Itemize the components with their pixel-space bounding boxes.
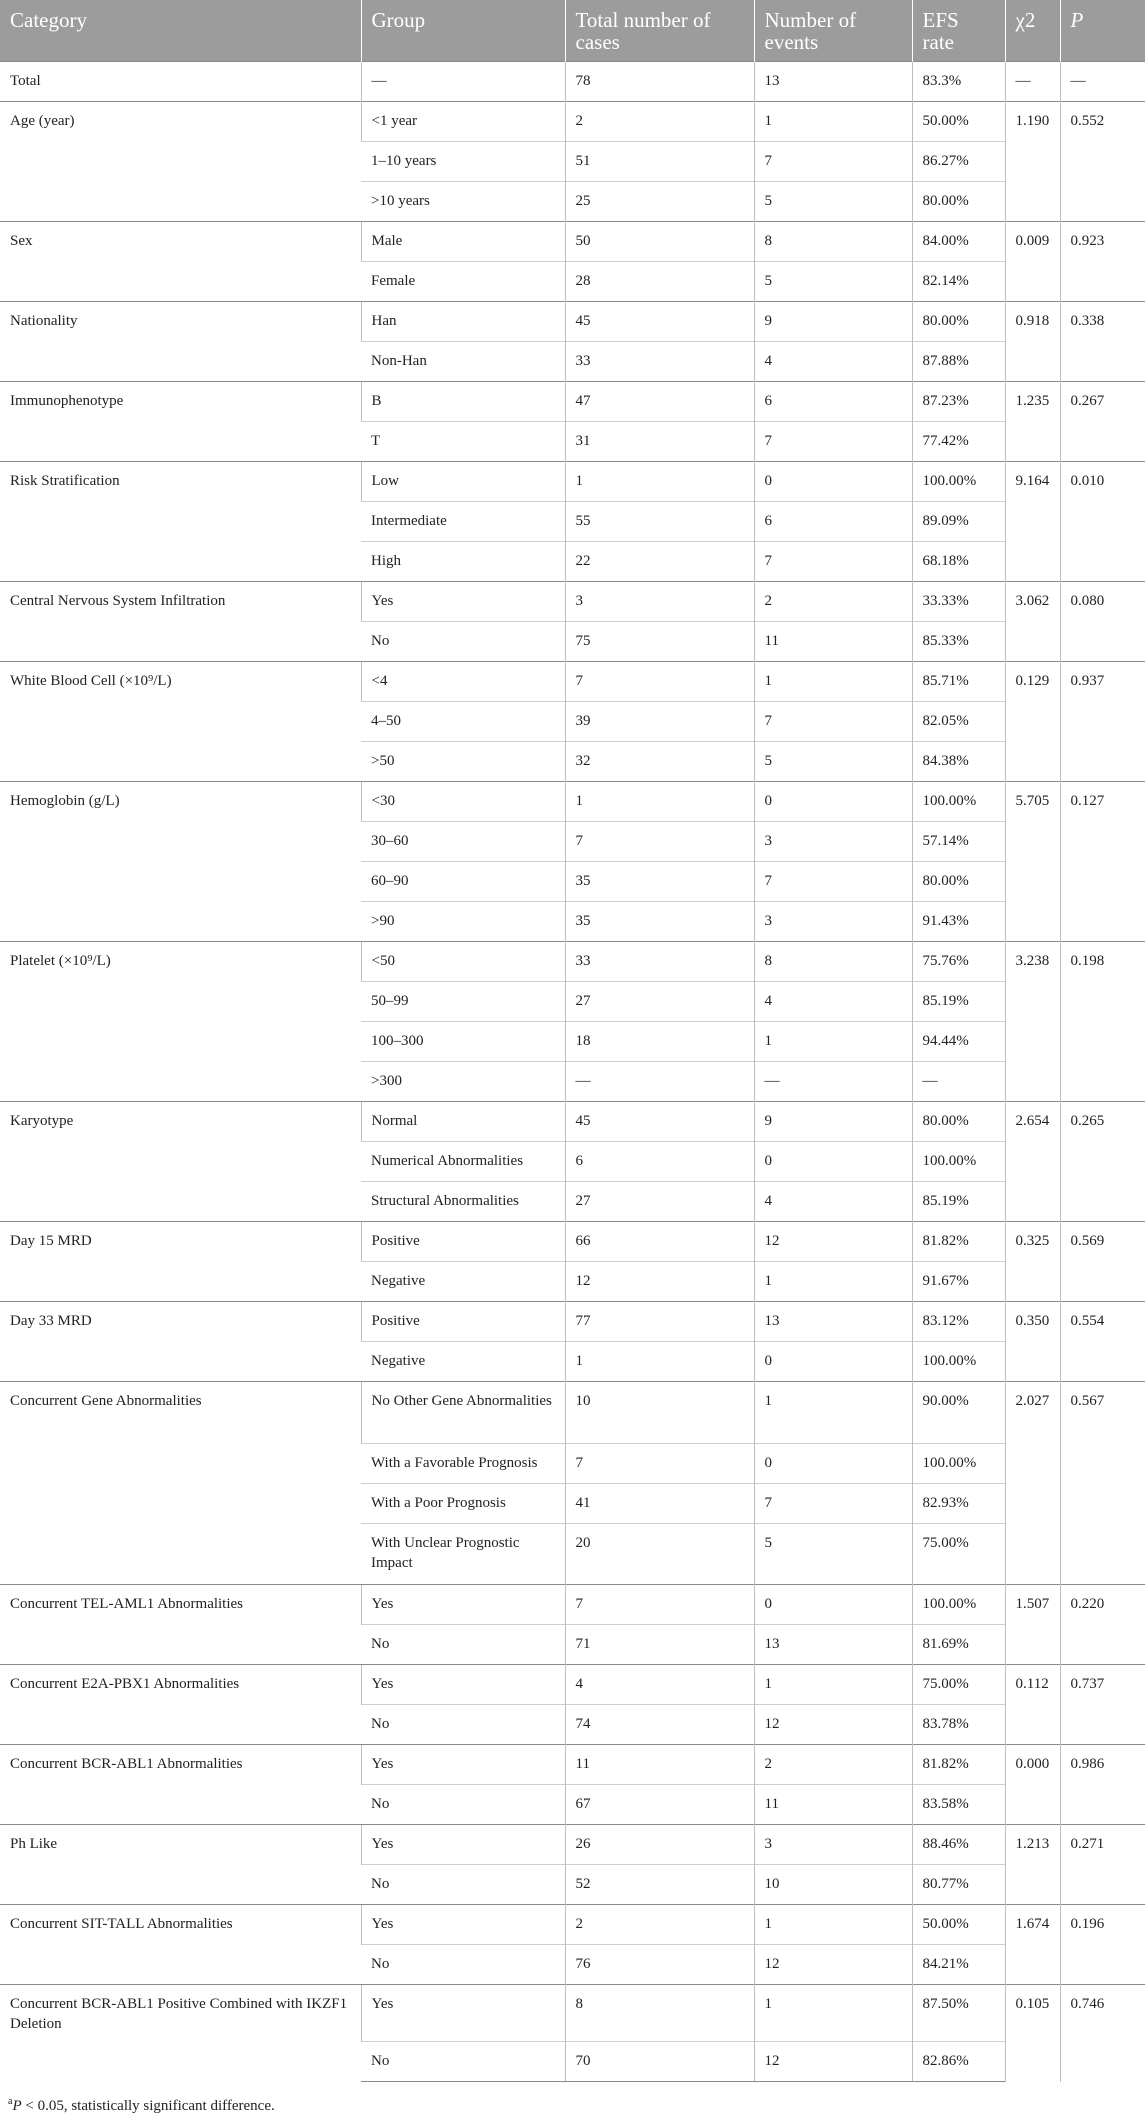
category-cell: Concurrent BCR-ABL1 Abnormalities [0,1745,361,1825]
p-value-cell: 0.737 [1060,1665,1145,1745]
category-cell: Ph Like [0,1825,361,1905]
group-cell: With Unclear Prognostic Impact [361,1524,565,1585]
efs-rate-cell: 77.42% [912,422,1005,462]
category-cell: Karyotype [0,1102,361,1222]
chi2-cell: 3.062 [1005,582,1060,662]
efs-rate-cell: 81.82% [912,1745,1005,1785]
table-row [0,1825,1145,1865]
p-value-cell: 0.127 [1060,782,1145,942]
total-cases-cell: 3 [565,582,754,622]
total-cases-cell: 77 [565,1302,754,1342]
p-value-cell: 0.746 [1060,1985,1145,2082]
chi2-cell: 3.238 [1005,942,1060,1102]
chi2-cell: 0.112 [1005,1665,1060,1745]
efs-rate-cell: 80.00% [912,1102,1005,1142]
efs-rate-cell: 33.33% [912,582,1005,622]
category-cell: Age (year) [0,102,361,222]
column-header: Number of events [754,0,912,62]
category-cell: Nationality [0,302,361,382]
column-header: Category [0,0,361,62]
category-cell: Total [0,62,361,102]
footnote [0,2082,1145,2115]
efs-rate-cell: 80.00% [912,182,1005,222]
footnote-text: < 0.05, statistically significant difference. [21,2098,275,2114]
total-cases-cell: 55 [565,502,754,542]
group-cell: <1 year [361,102,565,142]
events-cell: 11 [754,622,912,662]
table-row [0,382,1145,422]
total-cases-cell: 74 [565,1705,754,1745]
events-cell: 1 [754,1022,912,1062]
p-value-cell: 0.567 [1060,1382,1145,1585]
events-cell: 12 [754,1222,912,1262]
efs-rate-cell: 88.46% [912,1825,1005,1865]
efs-rate-cell: 86.27% [912,142,1005,182]
events-cell: 7 [754,542,912,582]
group-cell: T [361,422,565,462]
total-cases-cell: 1 [565,782,754,822]
total-cases-cell: 7 [565,1444,754,1484]
events-cell: 1 [754,102,912,142]
events-cell: 5 [754,182,912,222]
group-cell: >10 years [361,182,565,222]
total-cases-cell: 75 [565,622,754,662]
events-cell: 7 [754,702,912,742]
category-cell: Concurrent SIT-TALL Abnormalities [0,1905,361,1985]
chi2-cell: 1.213 [1005,1825,1060,1905]
efs-rate-cell: 100.00% [912,782,1005,822]
p-value-cell: 0.267 [1060,382,1145,462]
group-cell: 50–99 [361,982,565,1022]
events-cell: 4 [754,982,912,1022]
total-cases-cell: 47 [565,382,754,422]
group-cell: With a Favorable Prognosis [361,1444,565,1484]
efs-rate-cell: 90.00% [912,1382,1005,1444]
total-cases-cell: 27 [565,982,754,1022]
events-cell: 3 [754,902,912,942]
events-cell: 2 [754,1745,912,1785]
events-cell: 13 [754,1625,912,1665]
events-cell: 7 [754,1484,912,1524]
efs-rate-cell: 87.50% [912,1985,1005,2042]
total-cases-cell: 28 [565,262,754,302]
efs-rate-cell: 75.76% [912,942,1005,982]
group-cell: B [361,382,565,422]
events-cell: 3 [754,822,912,862]
chi2-cell: 0.350 [1005,1302,1060,1382]
group-cell: >50 [361,742,565,782]
efs-rate-cell: 82.86% [912,2042,1005,2082]
events-cell: 10 [754,1865,912,1905]
p-value-cell: 0.923 [1060,222,1145,302]
total-cases-cell: 52 [565,1865,754,1905]
events-cell: 7 [754,422,912,462]
events-cell: 1 [754,1382,912,1444]
efs-rate-cell: 83.58% [912,1785,1005,1825]
table-row [0,1905,1145,1945]
efs-rate-cell: 81.69% [912,1625,1005,1665]
chi2-cell: 0.325 [1005,1222,1060,1302]
total-cases-cell: 2 [565,1905,754,1945]
group-cell: Yes [361,1905,565,1945]
events-cell: 8 [754,942,912,982]
group-cell: Yes [361,1825,565,1865]
efs-rate-cell: 84.38% [912,742,1005,782]
group-cell: Yes [361,1745,565,1785]
category-cell: Platelet (×10⁹/L) [0,942,361,1102]
group-cell: >90 [361,902,565,942]
efs-rate-cell: 68.18% [912,542,1005,582]
group-cell: No [361,1705,565,1745]
total-cases-cell: 18 [565,1022,754,1062]
group-cell: Non-Han [361,342,565,382]
total-cases-cell: 35 [565,862,754,902]
chi2-cell: 1.507 [1005,1585,1060,1665]
events-cell: 0 [754,462,912,502]
efs-rate-cell: 84.21% [912,1945,1005,1985]
efs-rate-cell: 100.00% [912,1444,1005,1484]
total-cases-cell: 20 [565,1524,754,1585]
events-cell: 12 [754,1945,912,1985]
efs-rate-cell: 82.93% [912,1484,1005,1524]
total-cases-cell: 51 [565,142,754,182]
group-cell: No [361,1865,565,1905]
events-cell: 11 [754,1785,912,1825]
category-cell: Concurrent BCR-ABL1 Positive Combined with IKZF1 Deletion [0,1985,361,2082]
table-row [0,462,1145,502]
table-row [0,1745,1145,1785]
total-cases-cell: 7 [565,822,754,862]
total-cases-cell: 45 [565,302,754,342]
group-cell: Yes [361,1665,565,1705]
p-value-cell: 0.196 [1060,1905,1145,1985]
group-cell: 100–300 [361,1022,565,1062]
footnote-mark: a [8,2096,13,2107]
group-cell: Numerical Abnormalities [361,1142,565,1182]
events-cell: 13 [754,1302,912,1342]
total-cases-cell: 33 [565,342,754,382]
total-cases-cell: 71 [565,1625,754,1665]
total-cases-cell: 10 [565,1382,754,1444]
total-cases-cell: 1 [565,462,754,502]
events-cell: 1 [754,1905,912,1945]
category-cell: Immunophenotype [0,382,361,462]
efs-rate-cell: 100.00% [912,1342,1005,1382]
p-value-cell: — [1060,62,1145,102]
chi2-cell: 0.129 [1005,662,1060,782]
p-value-cell: 0.554 [1060,1302,1145,1382]
total-cases-cell: — [565,1062,754,1102]
efs-rate-cell: 83.3% [912,62,1005,102]
chi2-cell: 1.674 [1005,1905,1060,1985]
events-cell: 13 [754,62,912,102]
efs-rate-cell: 85.33% [912,622,1005,662]
column-header: Group [361,0,565,62]
group-cell: Yes [361,1585,565,1625]
efs-rate-cell: 80.00% [912,862,1005,902]
total-cases-cell: 45 [565,1102,754,1142]
efs-rate-cell: 50.00% [912,1905,1005,1945]
category-cell: Day 33 MRD [0,1302,361,1382]
chi2-cell: 2.654 [1005,1102,1060,1222]
events-cell: 0 [754,1342,912,1382]
chi2-cell: 5.705 [1005,782,1060,942]
category-cell: Central Nervous System Infiltration [0,582,361,662]
total-cases-cell: 25 [565,182,754,222]
group-cell: <50 [361,942,565,982]
efs-rate-cell: 83.78% [912,1705,1005,1745]
column-header: χ2 [1005,0,1060,62]
efs-rate-cell: 83.12% [912,1302,1005,1342]
table-row [0,1985,1145,2042]
efs-rate-cell: 84.00% [912,222,1005,262]
group-cell: No [361,1945,565,1985]
total-cases-cell: 4 [565,1665,754,1705]
efs-rate-cell: 94.44% [912,1022,1005,1062]
total-cases-cell: 26 [565,1825,754,1865]
total-cases-cell: 31 [565,422,754,462]
efs-rate-cell: 50.00% [912,102,1005,142]
chi2-cell: 1.190 [1005,102,1060,222]
column-header: Total number of cases [565,0,754,62]
events-cell: 0 [754,1444,912,1484]
events-cell: 8 [754,222,912,262]
total-cases-cell: 22 [565,542,754,582]
group-cell: — [361,62,565,102]
table-row [0,782,1145,822]
efs-rate-cell: 87.88% [912,342,1005,382]
p-value-cell: 0.220 [1060,1585,1145,1665]
total-cases-cell: 67 [565,1785,754,1825]
chi2-cell: 0.918 [1005,302,1060,382]
table-row [0,582,1145,622]
group-cell: Han [361,302,565,342]
group-cell: No Other Gene Abnormalities [361,1382,565,1444]
p-value-cell: 0.937 [1060,662,1145,782]
events-cell: 5 [754,742,912,782]
efs-rate-cell: 75.00% [912,1665,1005,1705]
efs-rate-cell: 100.00% [912,1142,1005,1182]
group-cell: With a Poor Prognosis [361,1484,565,1524]
efs-rate-cell: 75.00% [912,1524,1005,1585]
table-row [0,102,1145,142]
p-value-cell: 0.010 [1060,462,1145,582]
events-cell: 1 [754,662,912,702]
efs-rate-cell: 85.19% [912,982,1005,1022]
group-cell: Intermediate [361,502,565,542]
group-cell: Male [361,222,565,262]
p-value-cell: 0.198 [1060,942,1145,1102]
total-cases-cell: 6 [565,1142,754,1182]
events-cell: 6 [754,382,912,422]
total-cases-cell: 33 [565,942,754,982]
total-cases-cell: 7 [565,662,754,702]
table-row [0,302,1145,342]
group-cell: 4–50 [361,702,565,742]
total-cases-cell: 35 [565,902,754,942]
category-cell: Day 15 MRD [0,1222,361,1302]
events-cell: 0 [754,782,912,822]
p-value-cell: 0.271 [1060,1825,1145,1905]
group-cell: Negative [361,1342,565,1382]
total-cases-cell: 2 [565,102,754,142]
column-header: P [1060,0,1145,62]
footnote-p-symbol: P [12,2098,22,2114]
table-row [0,1665,1145,1705]
group-cell: 1–10 years [361,142,565,182]
events-cell: 5 [754,1524,912,1585]
table-row [0,942,1145,982]
category-cell: Concurrent E2A-PBX1 Abnormalities [0,1665,361,1745]
p-value-cell: 0.080 [1060,582,1145,662]
total-cases-cell: 66 [565,1222,754,1262]
chi2-cell: 0.105 [1005,1985,1060,2082]
efs-rate-cell: 100.00% [912,1585,1005,1625]
efs-rate-cell: 81.82% [912,1222,1005,1262]
events-cell: 4 [754,342,912,382]
events-cell: 9 [754,302,912,342]
efs-rate-cell: 85.19% [912,1182,1005,1222]
events-cell: 6 [754,502,912,542]
events-cell: 0 [754,1142,912,1182]
category-cell: Concurrent TEL-AML1 Abnormalities [0,1585,361,1665]
table-row [0,1302,1145,1342]
efs-rate-cell: 100.00% [912,462,1005,502]
total-cases-cell: 12 [565,1262,754,1302]
efs-rate-cell: 91.43% [912,902,1005,942]
chi2-cell: 0.009 [1005,222,1060,302]
efs-rate-cell: — [912,1062,1005,1102]
total-cases-cell: 50 [565,222,754,262]
p-value-cell: 0.552 [1060,102,1145,222]
efs-rate-cell: 82.14% [912,262,1005,302]
table-row [0,662,1145,702]
table-header [0,0,1145,62]
events-cell: 1 [754,1985,912,2042]
total-cases-cell: 8 [565,1985,754,2042]
p-value-cell: 0.986 [1060,1745,1145,1825]
efs-rate-cell: 82.05% [912,702,1005,742]
table-row [0,222,1145,262]
p-value-cell: 0.265 [1060,1102,1145,1222]
chi2-cell: 9.164 [1005,462,1060,582]
group-cell: Normal [361,1102,565,1142]
total-cases-cell: 39 [565,702,754,742]
group-cell: No [361,1785,565,1825]
p-value-cell: 0.569 [1060,1222,1145,1302]
total-cases-cell: 76 [565,1945,754,1985]
group-cell: 60–90 [361,862,565,902]
events-cell: 7 [754,862,912,902]
total-cases-cell: 11 [565,1745,754,1785]
events-cell: 2 [754,582,912,622]
events-cell: 12 [754,1705,912,1745]
events-cell: 5 [754,262,912,302]
total-cases-cell: 7 [565,1585,754,1625]
category-cell: Risk Stratification [0,462,361,582]
efs-rate-cell: 87.23% [912,382,1005,422]
table-body [0,62,1145,2082]
category-cell: Sex [0,222,361,302]
efs-rate-cell: 85.71% [912,662,1005,702]
chi2-cell: 1.235 [1005,382,1060,462]
total-cases-cell: 70 [565,2042,754,2082]
table-row [0,1382,1145,1444]
group-cell: Yes [361,582,565,622]
group-cell: No [361,622,565,662]
category-cell: Concurrent Gene Abnormalities [0,1382,361,1585]
group-cell: Low [361,462,565,502]
p-value-cell: 0.338 [1060,302,1145,382]
events-cell: 3 [754,1825,912,1865]
efs-rate-cell: 91.67% [912,1262,1005,1302]
group-cell: No [361,2042,565,2082]
total-cases-cell: 1 [565,1342,754,1382]
category-cell: White Blood Cell (×10⁹/L) [0,662,361,782]
events-cell: 1 [754,1665,912,1705]
events-cell: 7 [754,142,912,182]
group-cell: Female [361,262,565,302]
group-cell: <30 [361,782,565,822]
efs-rate-cell: 89.09% [912,502,1005,542]
events-cell: 0 [754,1585,912,1625]
table-row [0,62,1145,102]
group-cell: No [361,1625,565,1665]
group-cell: Negative [361,1262,565,1302]
table-row [0,1102,1145,1142]
events-cell: — [754,1062,912,1102]
events-cell: 12 [754,2042,912,2082]
table-row [0,1222,1145,1262]
group-cell: Positive [361,1302,565,1342]
efs-rate-cell: 57.14% [912,822,1005,862]
column-header: EFS rate [912,0,1005,62]
table-row [0,1585,1145,1625]
group-cell: 30–60 [361,822,565,862]
efs-rate-cell: 80.77% [912,1865,1005,1905]
total-cases-cell: 41 [565,1484,754,1524]
events-cell: 9 [754,1102,912,1142]
chi2-cell: 2.027 [1005,1382,1060,1585]
total-cases-cell: 78 [565,62,754,102]
chi2-cell: — [1005,62,1060,102]
total-cases-cell: 27 [565,1182,754,1222]
efs-rate-cell: 80.00% [912,302,1005,342]
category-cell: Hemoglobin (g/L) [0,782,361,942]
group-cell: Structural Abnormalities [361,1182,565,1222]
chi2-cell: 0.000 [1005,1745,1060,1825]
total-cases-cell: 32 [565,742,754,782]
group-cell: >300 [361,1062,565,1102]
group-cell: Positive [361,1222,565,1262]
group-cell: <4 [361,662,565,702]
events-cell: 1 [754,1262,912,1302]
group-cell: Yes [361,1985,565,2042]
group-cell: High [361,542,565,582]
events-cell: 4 [754,1182,912,1222]
